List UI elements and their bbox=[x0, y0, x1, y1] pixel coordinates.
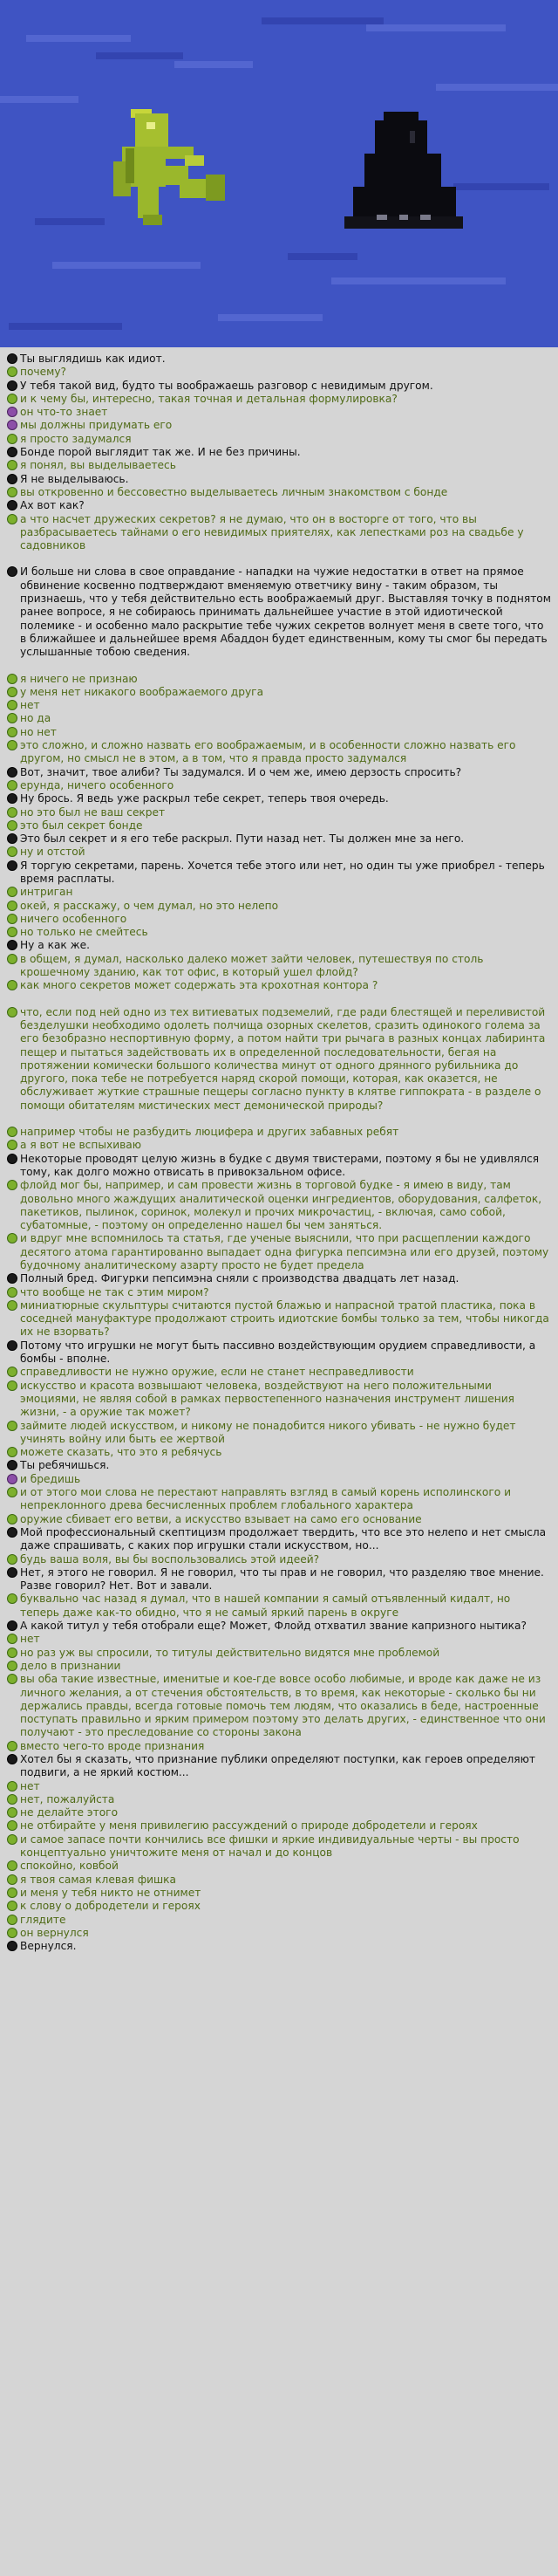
line-text: к слову о добродетели и героях bbox=[20, 1900, 201, 1913]
player-choice-line bbox=[7, 699, 551, 712]
line-text: и меня у тебя никто не отнимет bbox=[20, 1886, 201, 1899]
kid-avatar-icon bbox=[7, 1474, 17, 1484]
player-choice-line bbox=[7, 1366, 551, 1379]
line-text: вместо чего-то вроде признания bbox=[20, 1739, 205, 1752]
line-text: но нет bbox=[20, 725, 57, 738]
kid-avatar-icon bbox=[7, 1421, 17, 1431]
npc-line bbox=[7, 1339, 551, 1367]
kid-avatar-icon bbox=[7, 1487, 17, 1497]
npc-line bbox=[7, 473, 551, 486]
kid-avatar-icon bbox=[7, 394, 17, 404]
kid-avatar-icon bbox=[7, 1928, 17, 1938]
log-gap bbox=[7, 660, 551, 673]
kid-avatar-icon bbox=[7, 1794, 17, 1805]
player-choice-line bbox=[7, 1874, 551, 1887]
player-choice-line bbox=[7, 1860, 551, 1873]
abaddon-avatar-icon bbox=[7, 1527, 17, 1538]
line-text: глядите bbox=[20, 1913, 66, 1926]
kid-avatar-icon bbox=[7, 1860, 17, 1871]
npc-line bbox=[7, 1620, 551, 1633]
abaddon-avatar-icon bbox=[7, 767, 17, 778]
kid-avatar-icon bbox=[7, 1874, 17, 1885]
line-text: Вернулся. bbox=[20, 1940, 77, 1953]
npc-line bbox=[7, 860, 551, 887]
player-choice-line bbox=[7, 1380, 551, 1420]
player-choice-line bbox=[7, 1446, 551, 1459]
kid-avatar-icon bbox=[7, 1127, 17, 1137]
line-text: не делайте этого bbox=[20, 1806, 119, 1819]
abaddon-avatar-icon bbox=[7, 380, 17, 391]
npc-line bbox=[7, 1566, 551, 1593]
line-text: Ах вот как? bbox=[20, 499, 85, 512]
player-choice-line bbox=[7, 926, 551, 939]
npc-line bbox=[7, 446, 551, 459]
player-choice-line bbox=[7, 433, 551, 446]
abaddon-avatar-icon bbox=[7, 1340, 17, 1351]
line-text: например чтобы не разбудить люцифера и других забавных ребят bbox=[20, 1126, 399, 1139]
npc-line bbox=[7, 565, 551, 659]
kid-avatar-icon bbox=[7, 980, 17, 990]
line-text: нет bbox=[20, 1779, 40, 1792]
player-choice-line bbox=[7, 459, 551, 472]
player-choice-line bbox=[7, 913, 551, 926]
kid-avatar-icon bbox=[7, 487, 17, 497]
kid-avatar-icon bbox=[7, 1380, 17, 1391]
line-text: Полный бред. Фигурки пепсимэна сняли с производства двадцать лет назад. bbox=[20, 1272, 459, 1285]
line-text: но раз уж вы спросили, то титулы действительно видятся мне проблемой bbox=[20, 1646, 440, 1659]
kid-avatar-icon bbox=[7, 1674, 17, 1684]
abaddon-avatar-icon bbox=[7, 1941, 17, 1951]
kid-avatar-icon bbox=[7, 780, 17, 791]
player-choice-line bbox=[7, 1833, 551, 1860]
kid-avatar-icon bbox=[7, 420, 17, 430]
line-text: а что насчет дружеских секретов? я не думаю, что он в восторге от того, что вы разбрасываетесь тайнами о его невидимых приятелях, как лепестками роз на свадьбе у садовников bbox=[20, 512, 524, 552]
kid-avatar-icon bbox=[7, 674, 17, 684]
line-text: не отбирайте у меня привилегию рассуждений о природе добродетели и героях bbox=[20, 1819, 478, 1833]
abaddon-avatar-icon bbox=[7, 1154, 17, 1164]
npc-line bbox=[7, 1526, 551, 1553]
npc-line bbox=[7, 832, 551, 846]
line-text: Ну а как же. bbox=[20, 939, 91, 952]
kid-avatar-icon bbox=[7, 820, 17, 831]
player-choice-line bbox=[7, 1660, 551, 1673]
kid-avatar-icon bbox=[7, 1634, 17, 1644]
line-text: у меня нет никакого воображаемого друга bbox=[20, 685, 264, 698]
line-text: и бредишь bbox=[20, 1472, 81, 1485]
player-choice-line bbox=[7, 1286, 551, 1299]
line-text: я понял, вы выделываетесь bbox=[20, 459, 176, 472]
abaddon-avatar-icon bbox=[7, 1460, 17, 1470]
line-text: ну и отстой bbox=[20, 846, 85, 859]
kid-avatar-icon bbox=[7, 954, 17, 964]
player-choice-line bbox=[7, 1887, 551, 1900]
player-choice-line bbox=[7, 686, 551, 699]
log-gap bbox=[7, 993, 551, 1006]
player-choice-line bbox=[7, 1914, 551, 1927]
kid-avatar-icon bbox=[7, 1447, 17, 1457]
kid-avatar-icon bbox=[7, 1661, 17, 1671]
npc-line bbox=[7, 792, 551, 805]
line-text: в общем, я думал, насколько далеко может зайти человек, путешествуя по столь крошечному зданию, как тот офис, в который ушел флойд? bbox=[20, 952, 484, 979]
kid-avatar-icon bbox=[7, 1915, 17, 1925]
line-text: будь ваша воля, вы бы воспользовались этой идеей? bbox=[20, 1552, 320, 1565]
log-gap bbox=[7, 1113, 551, 1126]
line-text: и от этого мои слова не перестают направлять взгляд в самый корень исполинского и непреклонного древа бесчисленных проблем глобального характера bbox=[20, 1486, 512, 1512]
line-text: и вдруг мне вспомнилось та статья, где ученые выяснили, что при расщеплении каждого десятого атома гарантированно выпадает одна фигурка пепсимэна или его друзей, поэтому будочному аналитическому азарту просто не будет предела bbox=[20, 1232, 549, 1271]
npc-line bbox=[7, 1753, 551, 1780]
line-text: искусство и красота возвышают человека, воздействуют на него положительными эмоциями, не являя собой в рамках первостепенного назначения инструмент лишения жизни, - а оружие так может? bbox=[20, 1379, 514, 1419]
player-choice-line bbox=[7, 1780, 551, 1793]
kid-avatar-icon bbox=[7, 727, 17, 737]
kid-avatar-icon bbox=[7, 1741, 17, 1751]
kid-avatar-icon bbox=[7, 460, 17, 470]
kid-avatar-icon bbox=[7, 1807, 17, 1818]
player-choice-line bbox=[7, 1232, 551, 1272]
line-text: ерунда, ничего особенного bbox=[20, 778, 174, 791]
player-choice-line bbox=[7, 393, 551, 406]
kid-avatar-icon bbox=[7, 1300, 17, 1311]
player-choice-line bbox=[7, 1793, 551, 1806]
abaddon-avatar-icon bbox=[7, 833, 17, 844]
line-text: можете сказать, что это я ребячусь bbox=[20, 1446, 222, 1459]
line-text: дело в признании bbox=[20, 1659, 121, 1672]
line-text: И больше ни слова в свое оправдание - нападки на чужие недостатки в ответ на прямое обвинение косвенно подтверждают вменяемую ответчику вину - таким образом, ты признаешь, что у тебя действительно есть воображаемый друг. Выставляя точку в поднятом ранее вопросе, я не собираюсь принимать дальнейшее участие в этой идиотической полемике - и особенно мало раскрытие тебе чужих секретов волнует меня в свете того, что в ближайшее и дальнейшее время Абаддон будет единственным, кому ты смог бы передать услышанные тобою сведения. bbox=[20, 565, 551, 659]
kid-avatar-icon bbox=[7, 901, 17, 911]
npc-line bbox=[7, 939, 551, 952]
player-choice-line bbox=[7, 1486, 551, 1513]
kid-avatar-icon bbox=[7, 1887, 17, 1898]
player-choice-line bbox=[7, 739, 551, 766]
npc-line bbox=[7, 380, 551, 393]
kid-avatar-icon bbox=[7, 846, 17, 857]
player-choice-line bbox=[7, 1740, 551, 1753]
kid-avatar-icon bbox=[7, 927, 17, 937]
kid-avatar-icon bbox=[7, 1367, 17, 1377]
line-text: но только не смейтесь bbox=[20, 926, 148, 939]
line-text: Потому что игрушки не могут быть пассивно воздействующим орудием справедливости, а бомбы - вполне. bbox=[20, 1339, 536, 1366]
line-text: это был секрет бонде bbox=[20, 819, 143, 832]
player-choice-line bbox=[7, 779, 551, 792]
kid-avatar-icon bbox=[7, 740, 17, 750]
player-choice-line bbox=[7, 1139, 551, 1152]
line-text: Это был секрет и я его тебе раскрыл. Пути назад нет. Ты должен мне за него. bbox=[20, 832, 465, 846]
kid-avatar-icon bbox=[7, 1233, 17, 1243]
kid-avatar-icon bbox=[7, 1514, 17, 1524]
line-text: Некоторые проводят целую жизнь в будке с двумя твистерами, поэтому я бы не удивлялся тому, как долго можно отвисать в привокзальном офисе. bbox=[20, 1152, 540, 1178]
line-text: Хотел бы я сказать, что признание публики определяют поступки, как героев определяют подвиги, а не яркий костюм... bbox=[20, 1752, 535, 1779]
line-text: мы должны придумать его bbox=[20, 419, 173, 432]
abaddon-avatar-icon bbox=[7, 1754, 17, 1764]
line-text: Мой профессиональный скептицизм продолжает твердить, что все это нелепо и нет смысла даже спрашивать, с каких пор игрушки стали искусством, но... bbox=[20, 1525, 547, 1552]
line-text: нет bbox=[20, 699, 40, 712]
player-choice-line bbox=[7, 1900, 551, 1913]
player-choice-line bbox=[7, 900, 551, 913]
abaddon-avatar-icon bbox=[7, 447, 17, 457]
line-text: я просто задумался bbox=[20, 432, 132, 445]
npc-line bbox=[7, 766, 551, 779]
kid-avatar-icon bbox=[7, 1820, 17, 1831]
player-choice-line bbox=[7, 1593, 551, 1620]
line-text: я ничего не признаю bbox=[20, 672, 138, 685]
kid-avatar-icon bbox=[7, 1648, 17, 1658]
line-text: флойд мог бы, например, и сам провести жизнь в торговой будке - я имею в виду, там довольно много жаждущих аналитической оценки ингредиентов, оборудования, салфеток, пакетиков, пылинок, соринок, молекул и прочих микрочастиц, - включая, само собой, субатомные, - поэтому он определенно нашел бы чем заняться. bbox=[20, 1179, 542, 1232]
kid-avatar-icon bbox=[7, 1593, 17, 1604]
player-choice-line bbox=[7, 726, 551, 739]
player-choice-line bbox=[7, 1473, 551, 1486]
abaddon-avatar-icon bbox=[7, 353, 17, 364]
kid-avatar-icon bbox=[7, 687, 17, 697]
line-text: что, если под ней одно из тех витиеватых подземелий, где ради блестящей и переливистой безделушки необходимо одолеть полчища озорных скелетов, сразить одинокого голема за его безобразно неспортивную форму, а потом найти три рычага в разных концах лабиринта пещер и пытаться задействовать их в определенной последовательности, бегая на протяжении комически большого количества минут от одного дрянного рубильника до другого, пока тебе не потребуется наряд скорой помощи, которая, как оказется, не обслуживает жуткие страшные пещеры согласно пункту в клятве гиппократа - в разделе о помощи обитателям мистических мест демонической природы? bbox=[20, 1005, 546, 1112]
abaddon-avatar-icon bbox=[7, 474, 17, 484]
line-text: нет, пожалуйста bbox=[20, 1792, 115, 1805]
npc-line bbox=[7, 1459, 551, 1472]
line-text: почему? bbox=[20, 366, 66, 379]
player-choice-line bbox=[7, 366, 551, 379]
line-text: У тебя такой вид, будто ты воображаешь разговор с невидимым другом. bbox=[20, 379, 433, 392]
line-text: а я вот не вспыхиваю bbox=[20, 1139, 142, 1152]
log-gap bbox=[7, 552, 551, 565]
player-choice-line bbox=[7, 673, 551, 686]
player-choice-line bbox=[7, 1806, 551, 1819]
player-choice-line bbox=[7, 1673, 551, 1739]
player-choice-line bbox=[7, 1633, 551, 1646]
kid-avatar-icon bbox=[7, 887, 17, 897]
player-choice-line bbox=[7, 419, 551, 432]
abaddon-avatar-icon bbox=[7, 1273, 17, 1284]
abaddon-avatar-icon bbox=[7, 860, 17, 871]
player-choice-line bbox=[7, 1513, 551, 1526]
line-text: Ты выглядишь как идиот. bbox=[20, 353, 166, 365]
line-text: А какой титул у тебя отобрали еще? Может, Флойд отхватил звание капризного нытика? bbox=[20, 1620, 527, 1633]
kid-avatar-icon bbox=[7, 1901, 17, 1911]
player-choice-line bbox=[7, 846, 551, 859]
line-text: Ты ребячишься. bbox=[20, 1459, 110, 1472]
abaddon-avatar-icon bbox=[7, 940, 17, 950]
npc-line bbox=[7, 1153, 551, 1180]
kid-avatar-icon bbox=[7, 1287, 17, 1298]
player-choice-line bbox=[7, 979, 551, 992]
player-choice-line bbox=[7, 1553, 551, 1566]
kid-avatar-icon bbox=[7, 407, 17, 417]
player-choice-line bbox=[7, 1927, 551, 1940]
line-text: вы откровенно и бессовестно выделываетесь личным знакомством с бонде bbox=[20, 485, 448, 498]
line-text: как много секретов может содержать эта крохотная контора ? bbox=[20, 979, 378, 992]
line-text: но да bbox=[20, 712, 51, 725]
kid-avatar-icon bbox=[7, 700, 17, 710]
npc-line bbox=[7, 499, 551, 512]
line-text: Бонде порой выглядит так же. И не без причины. bbox=[20, 446, 301, 459]
line-text: я твоя самая клевая фишка bbox=[20, 1873, 177, 1886]
kid-avatar-icon bbox=[7, 1781, 17, 1792]
dialogue-log bbox=[0, 347, 558, 2576]
player-choice-line bbox=[7, 1819, 551, 1833]
line-text: и самое запасе почти кончились все фишки и яркие индивидуальные черты - вы просто концептуально уничтожите меня от начал и до концов bbox=[20, 1833, 520, 1860]
line-text: ничего особенного bbox=[20, 912, 127, 925]
player-choice-line bbox=[7, 1006, 551, 1113]
line-text: но это был не ваш секрет bbox=[20, 805, 166, 819]
line-text: спокойно, ковбой bbox=[20, 1860, 119, 1873]
kid-avatar-icon bbox=[7, 367, 17, 377]
player-choice-line bbox=[7, 886, 551, 899]
kid-avatar-icon bbox=[7, 1140, 17, 1150]
player-choice-line bbox=[7, 1647, 551, 1660]
player-choice-line bbox=[7, 486, 551, 499]
player-choice-line bbox=[7, 1299, 551, 1339]
line-text: и к чему бы, интересно, такая точная и детальная формулировка? bbox=[20, 392, 398, 405]
kid-avatar-icon bbox=[7, 713, 17, 723]
line-text: окей, я расскажу, о чем думал, но это нелепо bbox=[20, 899, 279, 912]
player-choice-line bbox=[7, 953, 551, 980]
line-text: оружие сбивает его ветви, а искусство взывает на само его основание bbox=[20, 1512, 422, 1525]
line-text: Ну брось. Я ведь уже раскрыл тебе секрет, теперь твоя очередь. bbox=[20, 792, 389, 805]
player-choice-line bbox=[7, 712, 551, 725]
player-choice-line bbox=[7, 513, 551, 553]
abaddon-avatar-icon bbox=[7, 1567, 17, 1578]
kid-avatar-icon bbox=[7, 914, 17, 924]
line-text: это сложно, и сложно назвать его воображаемым, и в особенности сложно назвать его другом, но смысл не в этом, а в том, что я правда просто задумался bbox=[20, 739, 516, 765]
line-text: Я торгую секретами, парень. Хочется тебе этого или нет, но один ты уже приобрел - теперь время расплаты. bbox=[20, 859, 545, 885]
npc-line bbox=[7, 1940, 551, 1953]
player-choice-line bbox=[7, 1126, 551, 1139]
abaddon-avatar-icon bbox=[7, 566, 17, 577]
line-text: нет bbox=[20, 1633, 40, 1646]
line-text: Нет, я этого не говорил. Я не говорил, что ты прав и не говорил, что разделяю твое мнение. Разве говорил? Нет. Вот и завали. bbox=[20, 1565, 544, 1593]
player-choice-line bbox=[7, 1420, 551, 1447]
kid-avatar-icon bbox=[7, 1180, 17, 1190]
abaddon-avatar-icon bbox=[7, 1620, 17, 1631]
player-choice-line bbox=[7, 806, 551, 819]
abaddon-avatar-icon bbox=[7, 793, 17, 804]
kid-avatar-icon bbox=[7, 807, 17, 818]
kid-avatar-icon bbox=[7, 1554, 17, 1565]
player-choice-line bbox=[7, 1179, 551, 1232]
line-text: займите людей искусством, и никому не понадобится никого убивать - не нужно будет учинять войну или быть ее жертвой bbox=[20, 1419, 516, 1445]
game-scene bbox=[0, 0, 558, 347]
line-text: интриган bbox=[20, 886, 73, 899]
line-text: Вот, значит, твое алиби? Ты задумался. И о чем же, имею дерзость спросить? bbox=[20, 765, 462, 778]
line-text: он что-то знает bbox=[20, 406, 108, 419]
npc-line bbox=[7, 353, 551, 366]
npc-line bbox=[7, 1272, 551, 1285]
line-text: Я не выделываюсь. bbox=[20, 472, 129, 485]
kid-avatar-icon bbox=[7, 1834, 17, 1845]
kid-avatar-icon bbox=[7, 434, 17, 444]
scene-art bbox=[0, 0, 558, 347]
line-text: он вернулся bbox=[20, 1926, 89, 1939]
player-choice-line bbox=[7, 406, 551, 419]
kid-avatar-icon bbox=[7, 514, 17, 524]
abaddon-avatar-icon bbox=[7, 500, 17, 510]
line-text: справедливости не нужно оружие, если не станет несправедливости bbox=[20, 1366, 414, 1379]
line-text: что вообще не так с этим миром? bbox=[20, 1285, 209, 1298]
line-text: вы оба такие известные, именитые и кое-где вовсе особо любимые, и вроде как даже не из личного желания, а от стечения обстоятельств, в то время, как некоторые - сколько бы ни держались правды, всегда готовые помочь тем людям, что оказались в беде, настроенные поступать правильно и ярким примером поэтому это делать других, - единственное что они получают - это преследование со стороны закона bbox=[20, 1673, 546, 1739]
line-text: буквально час назад я думал, что в нашей компании я самый отъявленный кидалт, но теперь даже как-то обидно, что я не самый яркий парень в округе bbox=[20, 1593, 511, 1619]
line-text: миниатюрные скульптуры считаются пустой блажью и напрасной тратой пластика, пока в соседней мануфактуре продолжают строить идиотские бомбы только за тем, чтобы никогда их не взорвать? bbox=[20, 1298, 549, 1339]
player-choice-line bbox=[7, 819, 551, 832]
kid-avatar-icon bbox=[7, 1007, 17, 1017]
